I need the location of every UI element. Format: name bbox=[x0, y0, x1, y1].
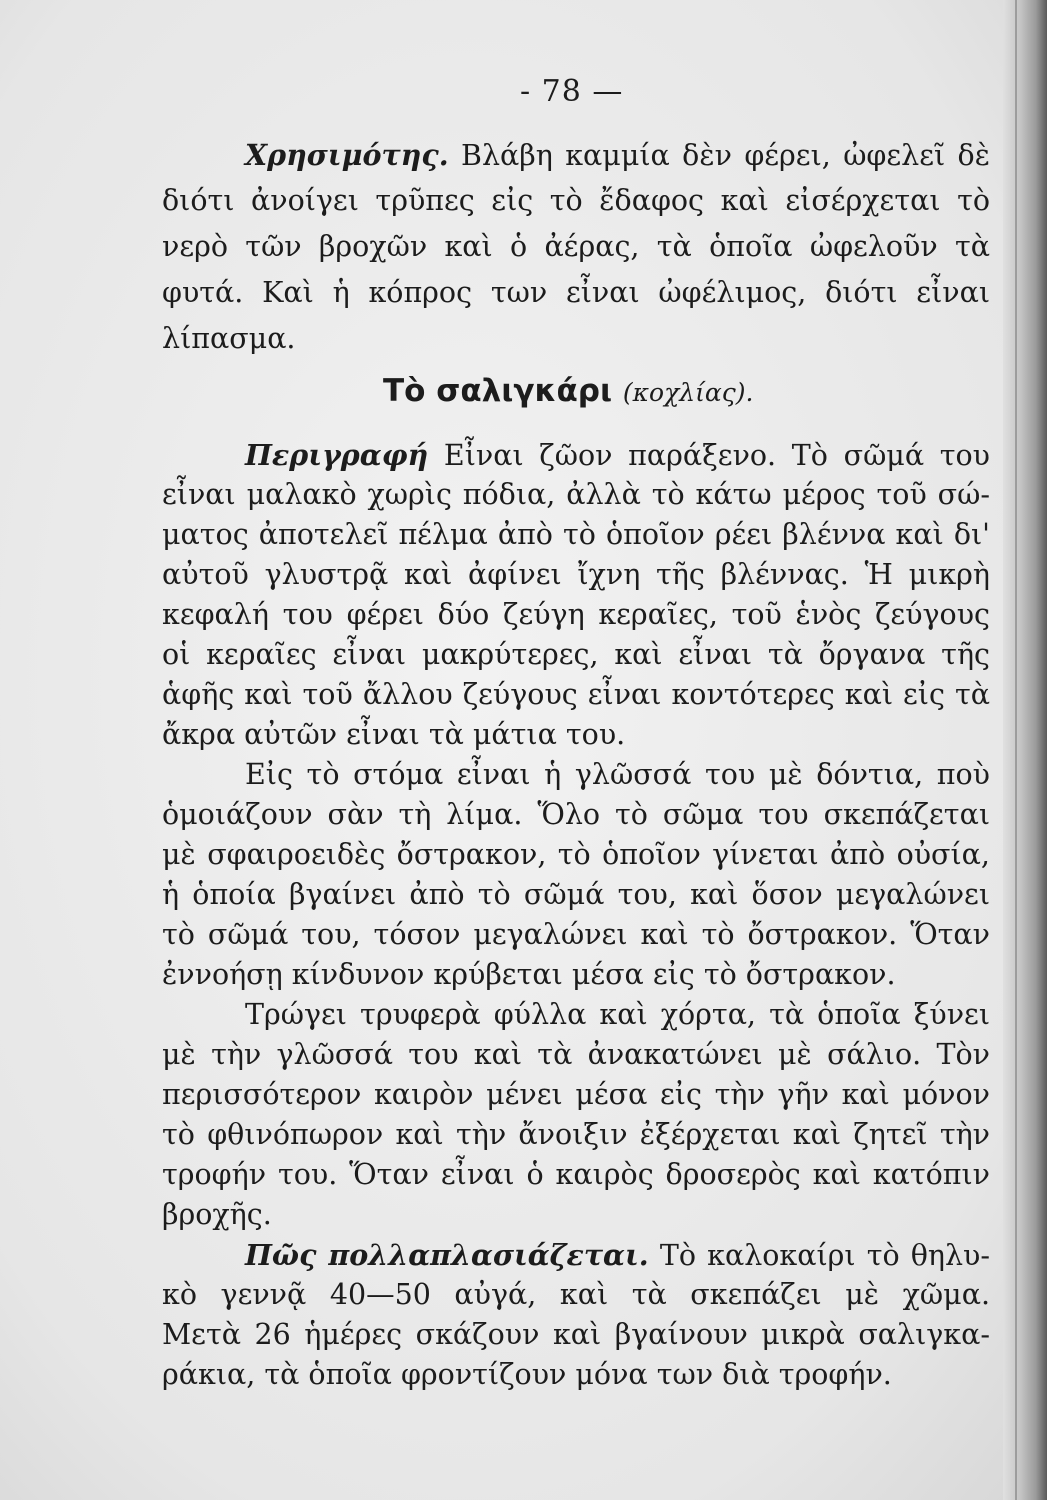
paragraph-line: λίπασμα. bbox=[162, 322, 296, 355]
paragraph-line: ματος ἀποτελεῖ πέλμα ἀπὸ τὸ ὁποῖον ρέει βλέννα καὶ δι' bbox=[162, 518, 990, 551]
paragraph-line: αὐτοῦ γλυστρᾷ καὶ ἀφίνει ἴχνη τῆς βλέννας. Ἡ μικρὴ bbox=[162, 558, 990, 591]
paragraph-line: Εἰς τὸ στόμα εἶναι ἡ γλῶσσά του μὲ δόντια, ποὺ bbox=[245, 758, 990, 791]
paragraph-line: φυτά. Καὶ ἡ κόπρος των εἶναι ὠφέλιμος, διότι εἶναι bbox=[162, 276, 990, 309]
heading-title: Τὸ σαλιγκάρι bbox=[383, 373, 613, 409]
paragraph-line: νερὸ τῶν βροχῶν καὶ ὁ ἀέρας, τὰ ὁποῖα ὠφελοῦν τὰ bbox=[162, 230, 990, 263]
section-heading bbox=[383, 372, 753, 412]
paragraph-line: Τρώγει τρυφερὰ φύλλα καὶ χόρτα, τὰ ὁποῖα ξύνει bbox=[245, 998, 990, 1031]
paragraph-line: τὸ σῶμά του, τόσον μεγαλώνει καὶ τὸ ὄστρακον. Ὅταν bbox=[162, 918, 990, 951]
text-run: Εἶναι ζῶον παράξενο. Τὸ σῶμά του bbox=[443, 439, 990, 472]
paragraph-line: τὸ φθινόπωρον καὶ τὴν ἄνοιξιν ἐξέρχεται καὶ ζητεῖ τὴν bbox=[162, 1118, 990, 1151]
page-edge-shadow bbox=[1003, 0, 1047, 1500]
paragraph-line: εἶναι μαλακὸ χωρὶς πόδια, ἀλλὰ τὸ κάτω μέρος τοῦ σώ- bbox=[162, 478, 990, 511]
paragraph-line bbox=[245, 136, 990, 175]
text-run: Βλάβη καμμία δὲν φέρει, ὠφελεῖ δὲ bbox=[461, 139, 991, 172]
paragraph-line: ἡ ὁποία βγαίνει ἀπὸ τὸ σῶμά του, καὶ ὅσον μεγαλώνει bbox=[162, 878, 990, 911]
paragraph-line: κεφαλή του φέρει δύο ζεύγη κεραῖες, τοῦ ἑνὸς ζεύγους bbox=[162, 598, 990, 631]
paragraph-line: ράκια, τὰ ὁποῖα φροντίζουν μόνα των διὰ τροφήν. bbox=[162, 1358, 892, 1391]
paragraph-line: μὲ τὴν γλῶσσά του καὶ τὰ ἀνακατώνει μὲ σάλιο. Τὸν bbox=[162, 1038, 990, 1071]
paragraph-line: κὸ γεννᾷ 40—50 αὐγά, καὶ τὰ σκεπάζει μὲ χῶμα. bbox=[162, 1278, 990, 1311]
paragraph-line: ὁμοιάζουν σὰν τὴ λίμα. Ὅλο τὸ σῶμα του σκεπάζεται bbox=[162, 798, 990, 831]
paragraph-line: περισσότερον καιρὸν μένει μέσα εἰς τὴν γῆν καὶ μόνον bbox=[162, 1078, 990, 1111]
text-run: Τὸ καλοκαίρι τὸ θηλυ- bbox=[659, 1239, 990, 1272]
paragraph-line: ἄκρα αὐτῶν εἶναι τὰ μάτια του. bbox=[162, 718, 626, 751]
paragraph-line: μὲ σφαιροειδὲς ὄστρακον, τὸ ὁποῖον γίνεται ἀπὸ οὐσία, bbox=[162, 838, 990, 871]
paragraph-line bbox=[245, 1236, 990, 1275]
paragraph-line: τροφήν του. Ὅταν εἶναι ὁ καιρὸς δροσερὸς καὶ κατόπιν bbox=[162, 1158, 990, 1191]
paragraph-line bbox=[245, 436, 990, 475]
section-term: Πῶς πολλαπλασιάζεται. bbox=[245, 1238, 649, 1272]
paragraph-line: οἱ κεραῖες εἶναι μακρύτερες, καὶ εἶναι τὰ ὄργανα τῆς bbox=[162, 638, 990, 671]
paragraph-line: ἐννοήσῃ κίνδυνον κρύβεται μέσα εἰς τὸ ὄστρακον. bbox=[162, 958, 896, 991]
paragraph-line: διότι ἀνοίγει τρῦπες εἰς τὸ ἔδαφος καὶ εἰσέρχεται τὸ bbox=[162, 184, 990, 217]
section-term: Χρησιμότης. bbox=[245, 138, 449, 172]
section-term: Περιγραφή bbox=[245, 438, 429, 472]
paragraph-line: βροχῆς. bbox=[162, 1198, 272, 1231]
paragraph-line: ἁφῆς καὶ τοῦ ἄλλου ζεύγους εἶναι κοντότερες καὶ εἰς τὰ bbox=[162, 678, 990, 711]
heading-subtitle: (κοχλίας). bbox=[622, 378, 754, 407]
paragraph-line: Μετὰ 26 ἡμέρες σκάζουν καὶ βγαίνουν μικρὰ σαλιγκα- bbox=[162, 1318, 990, 1351]
page-edge-line bbox=[1015, 0, 1017, 1500]
page-number: - 78 — bbox=[520, 74, 624, 109]
